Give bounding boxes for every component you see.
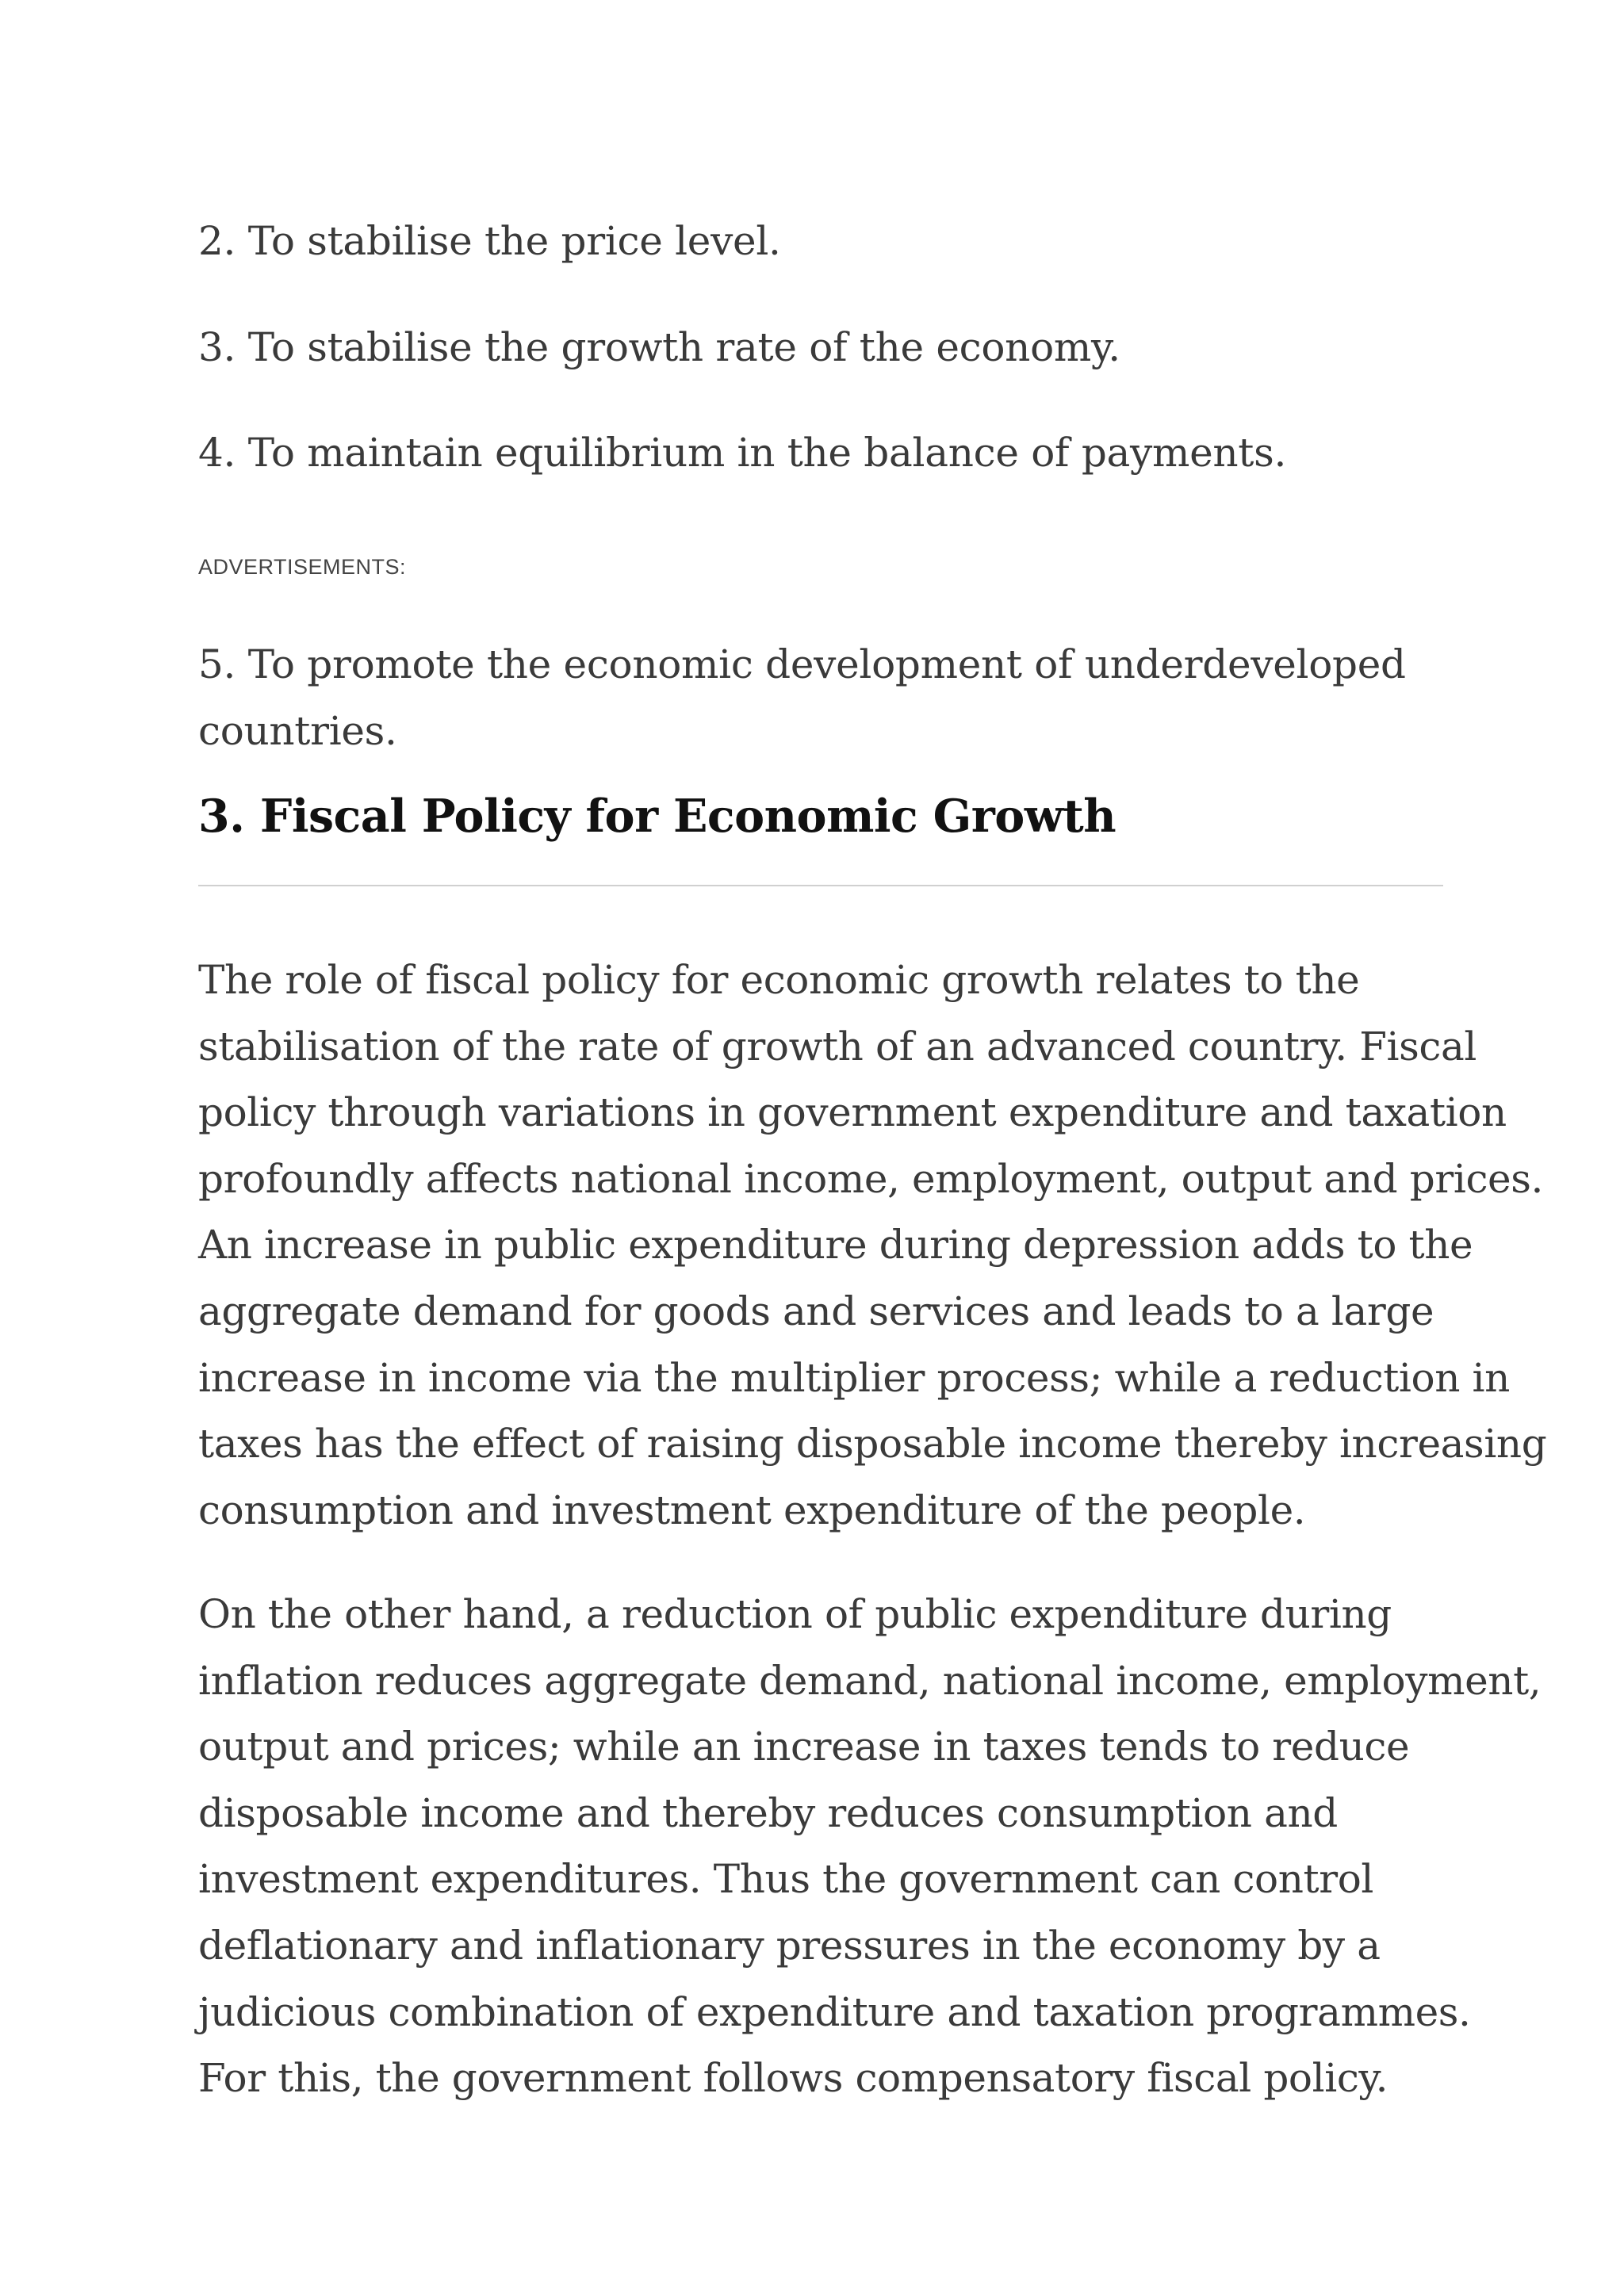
list-item-line: countries.	[198, 708, 397, 754]
paragraph-line: inflation reduces aggregate demand, national income, employment,	[198, 1657, 1542, 1704]
paragraph-line: On the other hand, a reduction of public expenditure during	[198, 1591, 1392, 1637]
list-item-economic-development	[198, 631, 1443, 764]
section-heading: 3. Fiscal Policy for Economic Growth	[198, 790, 1116, 843]
paragraph-line: judicious combination of expenditure and taxation programmes.	[198, 1988, 1471, 2035]
advertisements-label: ADVERTISEMENTS:	[198, 555, 407, 579]
paragraph-line: investment expenditures. Thus the government can control	[198, 1856, 1374, 1903]
list-item-balance-of-payments: 4. To maintain equilibrium in the balance of payments.	[198, 430, 1287, 476]
paragraph-line: An increase in public expenditure during depression adds to the	[198, 1222, 1473, 1269]
paragraph-line: output and prices; while an increase in taxes tends to reduce	[198, 1724, 1410, 1770]
paragraph-line: For this, the government follows compensatory fiscal policy.	[198, 2055, 1388, 2102]
paragraph-line: consumption and investment expenditure of the people.	[198, 1487, 1306, 1533]
heading-divider	[198, 885, 1443, 886]
paragraph-line: policy through variations in government expenditure and taxation	[198, 1089, 1507, 1136]
list-item-price-level: 2. To stabilise the price level.	[198, 218, 781, 264]
paragraph-line: profoundly affects national income, employment, output and prices.	[198, 1155, 1543, 1202]
paragraph-compensatory-policy	[198, 1582, 1542, 2112]
paragraph-line: deflationary and inflationary pressures in the economy by a	[198, 1922, 1381, 1969]
paragraph-fiscal-growth	[198, 947, 1547, 1544]
paragraph-line: disposable income and thereby reduces consumption and	[198, 1789, 1338, 1836]
paragraph-line: stabilisation of the rate of growth of an advanced country. Fiscal	[198, 1023, 1477, 1070]
list-item-growth-rate: 3. To stabilise the growth rate of the economy.	[198, 324, 1120, 370]
paragraph-line: The role of fiscal policy for economic growth relates to the	[198, 957, 1360, 1003]
paragraph-line: aggregate demand for goods and services and leads to a large	[198, 1288, 1434, 1334]
list-item-line: 5. To promote the economic development of underdeveloped	[198, 641, 1406, 687]
paragraph-line: taxes has the effect of raising disposable income thereby increasing	[198, 1421, 1547, 1468]
paragraph-line: increase in income via the multiplier process; while a reduction in	[198, 1354, 1510, 1401]
